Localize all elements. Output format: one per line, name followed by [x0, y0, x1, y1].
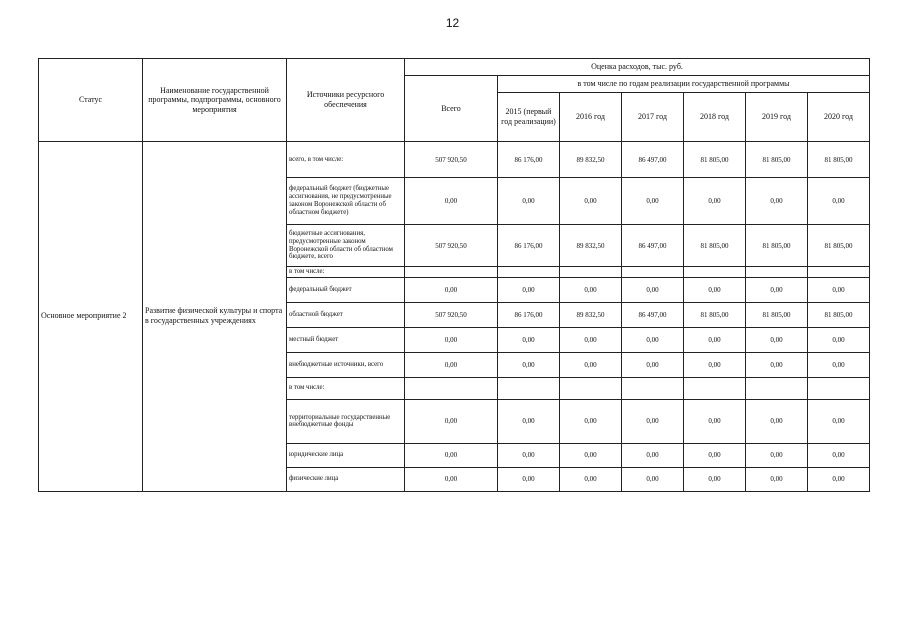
year-value-cell: 0,00	[622, 399, 684, 443]
year-value-cell: 0,00	[498, 399, 560, 443]
year-value-cell: 0,00	[684, 467, 746, 491]
year-value-cell: 0,00	[498, 178, 560, 225]
year-value-cell: 0,00	[622, 352, 684, 377]
year-value-cell: 0,00	[746, 443, 808, 467]
year-value-cell: 0,00	[684, 443, 746, 467]
year-value-cell: 81 805,00	[684, 142, 746, 178]
source-cell: областной бюджет	[287, 302, 405, 327]
year-value-cell: 0,00	[622, 443, 684, 467]
year-value-cell	[684, 377, 746, 399]
year-value-cell: 86 497,00	[622, 225, 684, 267]
page-number: 12	[445, 16, 460, 30]
year-value-cell: 0,00	[560, 467, 622, 491]
total-value-cell: 507 920,50	[405, 225, 498, 267]
source-cell: федеральный бюджет	[287, 277, 405, 302]
year-value-cell	[746, 377, 808, 399]
source-cell: местный бюджет	[287, 327, 405, 352]
year-value-cell: 0,00	[684, 327, 746, 352]
table-row	[39, 142, 870, 178]
year-value-cell: 0,00	[622, 178, 684, 225]
year-value-cell: 0,00	[560, 178, 622, 225]
year-value-cell	[560, 267, 622, 278]
year-value-cell: 0,00	[498, 277, 560, 302]
total-value-cell: 0,00	[405, 467, 498, 491]
year-value-cell	[746, 267, 808, 278]
header-year: 2016 год	[560, 93, 622, 142]
total-value-cell	[405, 267, 498, 278]
year-value-cell: 81 805,00	[808, 302, 870, 327]
header-year: 2018 год	[684, 93, 746, 142]
year-value-cell: 0,00	[622, 327, 684, 352]
year-value-cell: 81 805,00	[808, 142, 870, 178]
year-value-cell: 86 176,00	[498, 225, 560, 267]
source-cell: юридические лица	[287, 443, 405, 467]
year-value-cell: 86 176,00	[498, 142, 560, 178]
year-value-cell: 0,00	[808, 277, 870, 302]
year-value-cell	[498, 267, 560, 278]
year-value-cell: 0,00	[622, 467, 684, 491]
total-value-cell	[405, 377, 498, 399]
year-value-cell: 0,00	[746, 399, 808, 443]
year-value-cell	[622, 377, 684, 399]
year-value-cell: 0,00	[808, 467, 870, 491]
year-value-cell: 0,00	[746, 277, 808, 302]
year-value-cell: 81 805,00	[746, 225, 808, 267]
total-value-cell: 0,00	[405, 352, 498, 377]
year-value-cell	[808, 267, 870, 278]
year-value-cell: 0,00	[684, 352, 746, 377]
year-value-cell: 89 832,50	[560, 225, 622, 267]
year-value-cell: 0,00	[808, 399, 870, 443]
header-program-name: Наименование государственной программы, подпрограммы, основного мероприятия	[143, 59, 287, 142]
year-value-cell: 89 832,50	[560, 302, 622, 327]
year-value-cell	[560, 377, 622, 399]
status-cell: Основное мероприятие 2	[39, 142, 143, 492]
header-total: Всего	[405, 76, 498, 142]
year-value-cell: 0,00	[498, 327, 560, 352]
header-year: 2015 (первый год реализации)	[498, 93, 560, 142]
header-year: 2020 год	[808, 93, 870, 142]
header-year: 2017 год	[622, 93, 684, 142]
year-value-cell: 0,00	[808, 352, 870, 377]
year-value-cell: 0,00	[808, 327, 870, 352]
source-cell: внебюджетные источники, всего	[287, 352, 405, 377]
header-sources: Источники ресурсного обеспечения	[287, 59, 405, 142]
year-value-cell: 86 176,00	[498, 302, 560, 327]
total-value-cell: 0,00	[405, 178, 498, 225]
year-value-cell	[622, 267, 684, 278]
header-status: Статус	[39, 59, 143, 142]
year-value-cell: 81 805,00	[684, 225, 746, 267]
year-value-cell: 0,00	[560, 399, 622, 443]
source-cell: в том числе:	[287, 377, 405, 399]
year-value-cell: 0,00	[746, 178, 808, 225]
total-value-cell: 0,00	[405, 399, 498, 443]
source-cell: бюджетные ассигнования, предусмотренные законом Воронежской области об областном бюджете, всего	[287, 225, 405, 267]
year-value-cell: 0,00	[808, 178, 870, 225]
year-value-cell: 0,00	[746, 352, 808, 377]
program-name-cell: Развитие физической культуры и спорта в государственных учреждениях	[143, 142, 287, 492]
total-value-cell: 0,00	[405, 277, 498, 302]
total-value-cell: 507 920,50	[405, 142, 498, 178]
total-value-cell: 0,00	[405, 443, 498, 467]
year-value-cell: 81 805,00	[808, 225, 870, 267]
year-value-cell: 0,00	[560, 443, 622, 467]
header-estimate: Оценка расходов, тыс. руб.	[405, 59, 870, 76]
year-value-cell: 0,00	[622, 277, 684, 302]
source-cell: в том числе:	[287, 267, 405, 278]
year-value-cell: 0,00	[498, 467, 560, 491]
year-value-cell: 89 832,50	[560, 142, 622, 178]
year-value-cell	[808, 377, 870, 399]
year-value-cell: 0,00	[498, 443, 560, 467]
source-cell: всего, в том числе:	[287, 142, 405, 178]
source-cell: территориальные государственные внебюджетные фонды	[287, 399, 405, 443]
header-by-years: в том числе по годам реализации государственной программы	[498, 76, 870, 93]
year-value-cell: 0,00	[560, 327, 622, 352]
year-value-cell: 81 805,00	[746, 142, 808, 178]
year-value-cell: 86 497,00	[622, 142, 684, 178]
year-value-cell: 0,00	[498, 352, 560, 377]
year-value-cell: 0,00	[746, 327, 808, 352]
source-cell: физические лица	[287, 467, 405, 491]
year-value-cell: 0,00	[684, 178, 746, 225]
year-value-cell: 0,00	[560, 277, 622, 302]
year-value-cell: 0,00	[746, 467, 808, 491]
year-value-cell	[498, 377, 560, 399]
year-value-cell: 0,00	[560, 352, 622, 377]
year-value-cell: 81 805,00	[746, 302, 808, 327]
total-value-cell: 0,00	[405, 327, 498, 352]
source-cell: федеральный бюджет (бюджетные ассигнования, не предусмотренные законом Воронежской области об областном бюджете)	[287, 178, 405, 225]
year-value-cell	[684, 267, 746, 278]
year-value-cell: 0,00	[808, 443, 870, 467]
year-value-cell: 81 805,00	[684, 302, 746, 327]
year-value-cell: 0,00	[684, 277, 746, 302]
year-value-cell: 0,00	[684, 399, 746, 443]
budget-table	[38, 58, 870, 492]
year-value-cell: 86 497,00	[622, 302, 684, 327]
total-value-cell: 507 920,50	[405, 302, 498, 327]
header-year: 2019 год	[746, 93, 808, 142]
